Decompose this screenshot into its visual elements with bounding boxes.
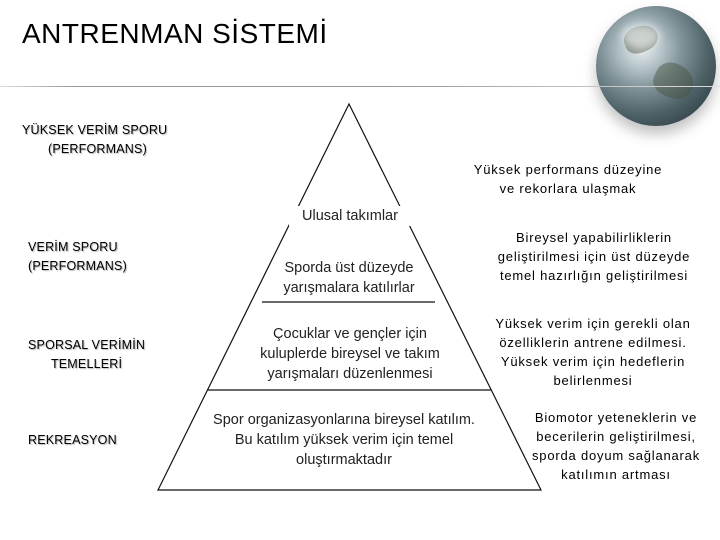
pyramid-tier-2: [260, 258, 438, 298]
level-label-1-line2: (PERFORMANS): [48, 142, 147, 156]
right-note-4: [514, 408, 718, 484]
pyramid-tier-3-line1: Çocuklar ve gençler için: [273, 326, 427, 342]
right-note-2-line2: geliştirilmesi için üst düzeyde: [497, 249, 691, 264]
level-label-2: [28, 238, 127, 276]
level-label-2-line1: VERİM SPORU: [28, 240, 118, 254]
pyramid-tier-1: [289, 206, 411, 226]
level-label-2-line2: (PERFORMANS): [28, 259, 127, 273]
pyramid-tier-3: [222, 324, 478, 384]
right-note-4-line4: katılımın artması: [561, 467, 671, 482]
pyramid-tier-4-line3: oluştırmaktadır: [296, 452, 392, 468]
pyramid-tier-4: [186, 410, 502, 470]
level-label-3: [28, 336, 145, 374]
right-note-3-line2: özelliklerin antrene edilmesi.: [499, 335, 687, 350]
right-note-1: [448, 160, 688, 198]
level-label-4-line1: REKREASYON: [28, 433, 117, 447]
pyramid-tier-3-line3: yarışmaları düzenlenmesi: [267, 366, 433, 382]
level-label-4: [28, 431, 117, 450]
right-note-2-line3: temel hazırlığın geliştirilmesi: [499, 268, 689, 283]
right-note-3-line3: Yüksek verim için hedeflerin: [500, 354, 686, 369]
right-note-3: [470, 314, 716, 390]
level-label-1-line1: YÜKSEK VERİM SPORU: [22, 123, 168, 137]
right-note-4-line2: becerilerin geliştirilmesi,: [536, 429, 696, 444]
level-label-3-line2: TEMELLERİ: [50, 357, 123, 371]
level-label-1: [22, 121, 167, 159]
right-note-4-line1: Biomotor yeteneklerin ve: [534, 410, 698, 425]
right-note-3-line4: belirlenmesi: [553, 373, 633, 388]
page-title: ANTRENMAN SİSTEMİ: [22, 18, 328, 49]
right-note-1-line2: ve rekorlara ulaşmak: [499, 181, 637, 196]
pyramid-tier-4-line1: Spor organizasyonlarına bireysel katılım.: [213, 412, 475, 428]
pyramid-tier-4-line2: Bu katılım yüksek verim için temel: [234, 432, 454, 448]
pyramid-tier-2-line1: Sporda üst düzeyde: [284, 260, 414, 276]
right-note-2-line1: Bireysel yapabilirliklerin: [516, 230, 672, 245]
level-label-3-line1: SPORSAL VERİMİN: [28, 338, 146, 352]
right-note-1-line1: Yüksek performans düzeyine: [473, 162, 663, 177]
right-note-2: [472, 228, 716, 285]
pyramid-tier-2-line2: yarışmalara katılırlar: [283, 280, 415, 296]
pyramid-tier-3-line2: kuluplerde bireysel ve takım: [260, 346, 440, 362]
pyramid-tier-1-text: Ulusal takımlar: [302, 208, 398, 224]
right-note-3-line1: Yüksek verim için gerekli olan: [495, 316, 691, 331]
right-note-4-line3: sporda doyum sağlanarak: [532, 448, 700, 463]
